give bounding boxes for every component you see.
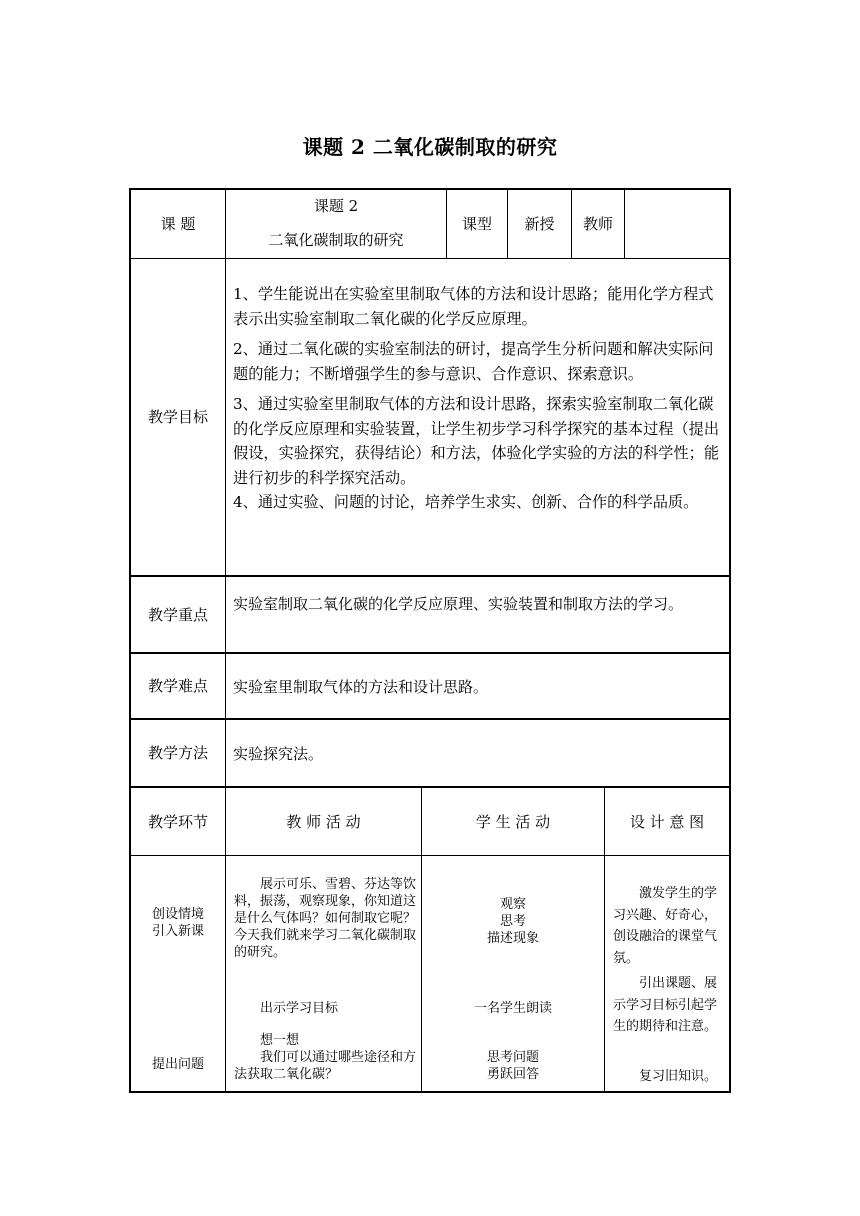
design-intent-header: 设 计 意 图 (629, 812, 705, 831)
stage-question: 提出问题 (151, 1057, 204, 1072)
key-points-label: 教学重点 (147, 605, 208, 624)
teacher-activity-1: 展示可乐、雪碧、芬达等饮料，振荡，观察现象，你知道这是什么气体吗？如何制取它呢？今天我们就来学习二氧化碳制取的研究。 (234, 877, 417, 960)
objective-item: 4、通过实验、问题的讨论，培养学生求实、创新、合作的科学品质。 (233, 493, 699, 511)
topic-value (226, 194, 446, 258)
teacher-value (625, 190, 729, 258)
page-title: 课题 2 二氧化碳制取的研究 (302, 135, 558, 159)
type-value: 新授 (524, 215, 555, 233)
type-label: 课型 (461, 215, 492, 233)
student-activity-2: 一名学生朗读 (473, 1001, 552, 1016)
objectives-list (233, 282, 725, 521)
student-activity-3-line1: 思考问题 (486, 1050, 539, 1065)
stage-header: 教学环节 (147, 812, 208, 831)
student-activity-1-line2: 思考 (499, 914, 526, 929)
teacher-activity-header: 教 师 活 动 (286, 812, 361, 831)
difficulties-text: 实验室里制取气体的方法和设计思路。 (233, 678, 489, 696)
topic-label: 课 题 (160, 215, 196, 233)
objective-item: 3、通过实验室里制取气体的方法和设计思路，探索实验室制取二氧化碳的化学反应原理和实验装置，让学生初步学习科学探究的基本过程（提出假设，实验探究，获得结论）和方法，体验化学实验的方法的科学性；能进行初步的科学探究活动。 (233, 395, 719, 487)
topic-line1: 课题 2 (313, 197, 359, 215)
student-activity-header: 学 生 活 动 (475, 812, 551, 831)
student-activity-1-line3: 描述现象 (486, 931, 539, 946)
teacher-activity-3-line2: 我们可以通过哪些途径和方法获取二氧化碳？ (234, 1050, 417, 1082)
student-activity-3 (422, 1049, 604, 1083)
design-intent-2: 引出课题、展示学习目标引起学生的期待和注意。 (613, 976, 718, 1034)
stage-intro-line1: 创设情境 (151, 907, 204, 922)
stage-intro-line2: 引入新课 (151, 924, 204, 939)
student-activity-1-line1: 观察 (499, 897, 526, 912)
teacher-label: 教师 (582, 215, 613, 233)
objective-item: 2、通过二氧化碳的实验室制法的研讨，提高学生分析问题和解决实际问题的能力；不断增强学生的参与意识、合作意识、探索意识。 (233, 340, 714, 383)
student-activity-1 (422, 896, 604, 947)
lesson-plan-table (129, 188, 731, 1093)
teacher-activity-2: 出示学习目标 (234, 1001, 339, 1016)
teacher-activity-3-line1: 想一想 (234, 1033, 300, 1048)
objective-item: 1、学生能说出在实验室里制取气体的方法和设计思路；能用化学方程式表示出实验室制取二氧化碳的化学反应原理。 (233, 285, 714, 328)
methods-label: 教学方法 (147, 744, 208, 762)
topic-line2: 二氧化碳制取的研究 (268, 231, 404, 249)
design-intent-3: 复习旧知识。 (613, 1069, 718, 1084)
objectives-label: 教学目标 (147, 408, 208, 426)
teacher-activity-3 (234, 1032, 418, 1083)
design-intent-1: 激发学生的学习兴趣、好奇心，创设融洽的课堂气氛。 (613, 886, 718, 966)
student-activity-3-line2: 勇跃回答 (486, 1067, 539, 1082)
key-points-text: 实验室制取二氧化碳的化学反应原理、实验装置和制取方法的学习。 (233, 595, 684, 613)
difficulties-label: 教学难点 (147, 677, 208, 695)
methods-text: 实验探究法。 (233, 745, 324, 763)
stage-intro (131, 906, 225, 940)
